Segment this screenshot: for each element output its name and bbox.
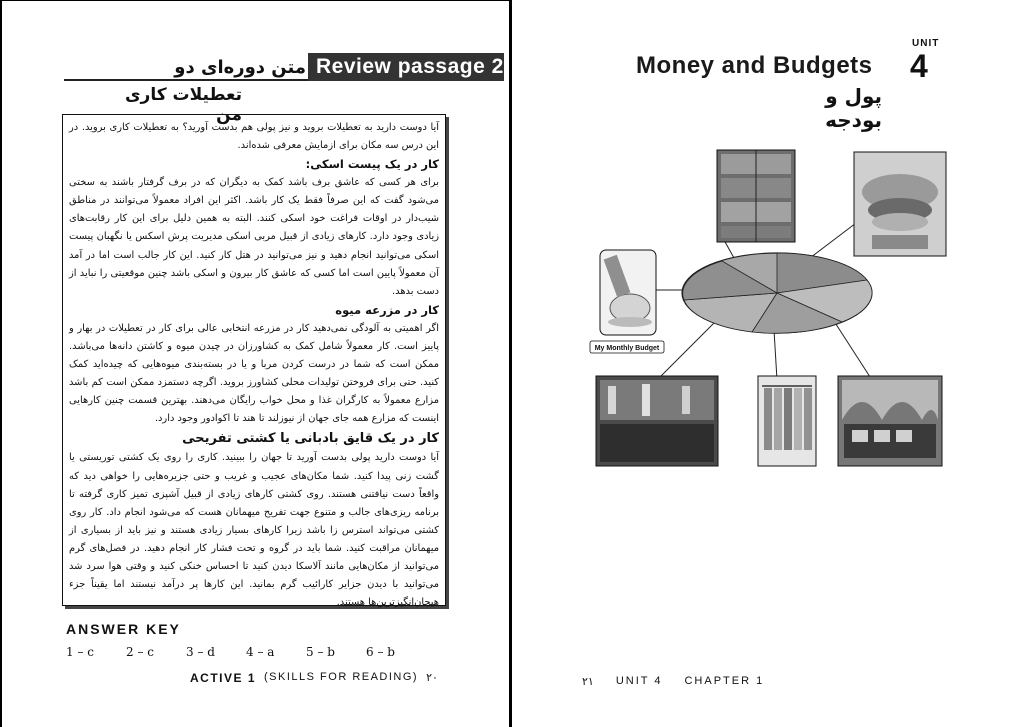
- review-persian-label: متن دوره‌ای دو: [174, 57, 306, 78]
- right-footer: [582, 675, 764, 688]
- answer-item: 1 – c: [66, 645, 94, 659]
- piggy-bank-image: [600, 250, 656, 335]
- hamburger-eating-image: [854, 152, 946, 256]
- footer-chapter: CHAPTER 1: [684, 675, 765, 687]
- footer-book-title: ACTIVE 1: [190, 671, 257, 685]
- monthly-budget-pie: [682, 253, 872, 333]
- section-body-ski: برای هر کسی که عاشق برف باشد کمک به دیگران که در برف گرفتار باشند به سختی می‌شود گفت که این صرفاً فقط یک کار باشد. اکثر این افراد معمولاً می‌توانند در مناطق شیب‌دار در اوقات فراغت خود اسکی کنند. البته به همین دلیل برای این کار رقابت‌های زیادی وجود دارد. کارهای زیادی از قبیل مربی اسکی مدیریت پرش اسکس یا نگهبان پیست اسکی می‌توانید انجام دهید و نیز می‌توانید در هتل کار کنید. این کار جالب است اما در آمد آن معمولاً پایین است اما کسی که عاشق کار بیرون و اسکی باشد چنین موقعیتی را نباید از دست بدهد.: [69, 177, 439, 297]
- budget-caption-text: My Monthly Budget: [594, 345, 660, 352]
- section-heading-ship: کار در یک قایق بادبانی یا کشتی تفریحی: [182, 431, 439, 447]
- left-footer: [190, 671, 438, 685]
- unit-title-persian: پول و بودجه: [825, 84, 882, 132]
- answer-item: 5 – b: [306, 645, 335, 659]
- passage-box: [62, 114, 446, 609]
- answer-item: 6 – b: [366, 645, 395, 659]
- answer-key-list: [66, 645, 426, 659]
- footer-unit: UNIT 4: [615, 675, 663, 687]
- review-band: Review passage 2: [308, 53, 504, 81]
- answer-item: 2 – c: [126, 645, 154, 659]
- answer-item: 4 – a: [246, 645, 275, 659]
- concert-crowd-image: [596, 376, 718, 466]
- budget-caption: [590, 341, 664, 353]
- right-page: [512, 0, 1018, 727]
- unit-label: UNIT: [912, 38, 940, 49]
- passage-intro: آیا دوست دارید به تعطیلات بروید و نیز پولی هم بدست آورید؟ به تعطیلات کاری بروید. در این درس سه مکان برای ازمایش معرفی شده‌اند.: [69, 122, 439, 152]
- subway-train-image: [838, 376, 942, 466]
- clothes-rack-image: [758, 376, 816, 466]
- answer-key-title: ANSWER KEY: [66, 621, 181, 637]
- section-heading-farm: کار در مزرعه میوه: [335, 302, 439, 317]
- review-underline: [64, 79, 310, 81]
- budget-diagram: [512, 140, 1018, 480]
- footer-book-subtitle: (SKILLS FOR READING): [264, 671, 419, 683]
- section-body-ship: آیا دوست دارید پولی بدست آورید تا جهان را ببینید. کاری را روی یک کشتی توریستی یا گشت زنی پیدا کنید. شما مکان‌های عجیب و غریب و حتی جزیره‌هایی را خواهی دید که واقعاً دست نیافتنی هستند. روی کشتی کارهای زیادی از قبیل آشپزی تمیز کاری گرفته تا برنامه ریزی‌های جالب و متنوع جهت تفریح میهمانان هست که می‌شود انجام داد. کار روی کشتی می‌تواند استرس زا باشد زیرا کارهای بسیار زیادی هستند و نیز باید از بسیاری از میهمانان مراقبت کنید. شما باید در گروه و تحت فشار کار انجام دهید. در فصل‌های گرم می‌توانید از مکان‌هایی مانند آلاسکا دیدن کنید تا احساس خنکی کنید و وقتی هوا سرد شد می‌توانید با دیدن جزایر کارائیب گرم بمانید. این کارها پر درآمد نیستند اما یقیناً جزء هیجان‌انگیزترین‌ها هستند.: [69, 452, 439, 609]
- library-shelves-image: [717, 150, 795, 242]
- section-heading-ski: کار در یک پیست اسکی:: [305, 157, 439, 172]
- left-page-number: ۲۰: [426, 672, 438, 684]
- passage-title: تعطیلات کاری من: [124, 85, 242, 125]
- answer-item: 3 – d: [186, 645, 215, 659]
- review-header: [64, 53, 504, 81]
- unit-title: Money and Budgets: [636, 52, 873, 79]
- right-page-number: ۲۱: [582, 676, 594, 688]
- section-body-farm: اگر اهمیتی به آلودگی نمی‌دهید کار در مزرعه انتخابی عالی برای کار در تعطیلات در بهار و پاییز است. کار معمولاً شامل کمک به کشاورزان در چیدن میوه و کاشتن دانه‌ها می‌باشد. ممکن است که شما در درست کردن مربا و یا در بسته‌بندی میوه‌هایی که چیده‌اید کمک کنید. حتی برای فروختن تولیدات محلی کشاورز بروید. اگرچه دستمزد ممکن است کم باشد مزارع معمولاً به کارگران غذا و محل خواب رایگان می‌دهند. بهترین قسمت چنین کارهایی اینست که مزارع همه جای جهان از نیوزلند تا هند تا اکوادور وجود دارد.: [69, 322, 439, 425]
- unit-number: 4: [910, 48, 928, 84]
